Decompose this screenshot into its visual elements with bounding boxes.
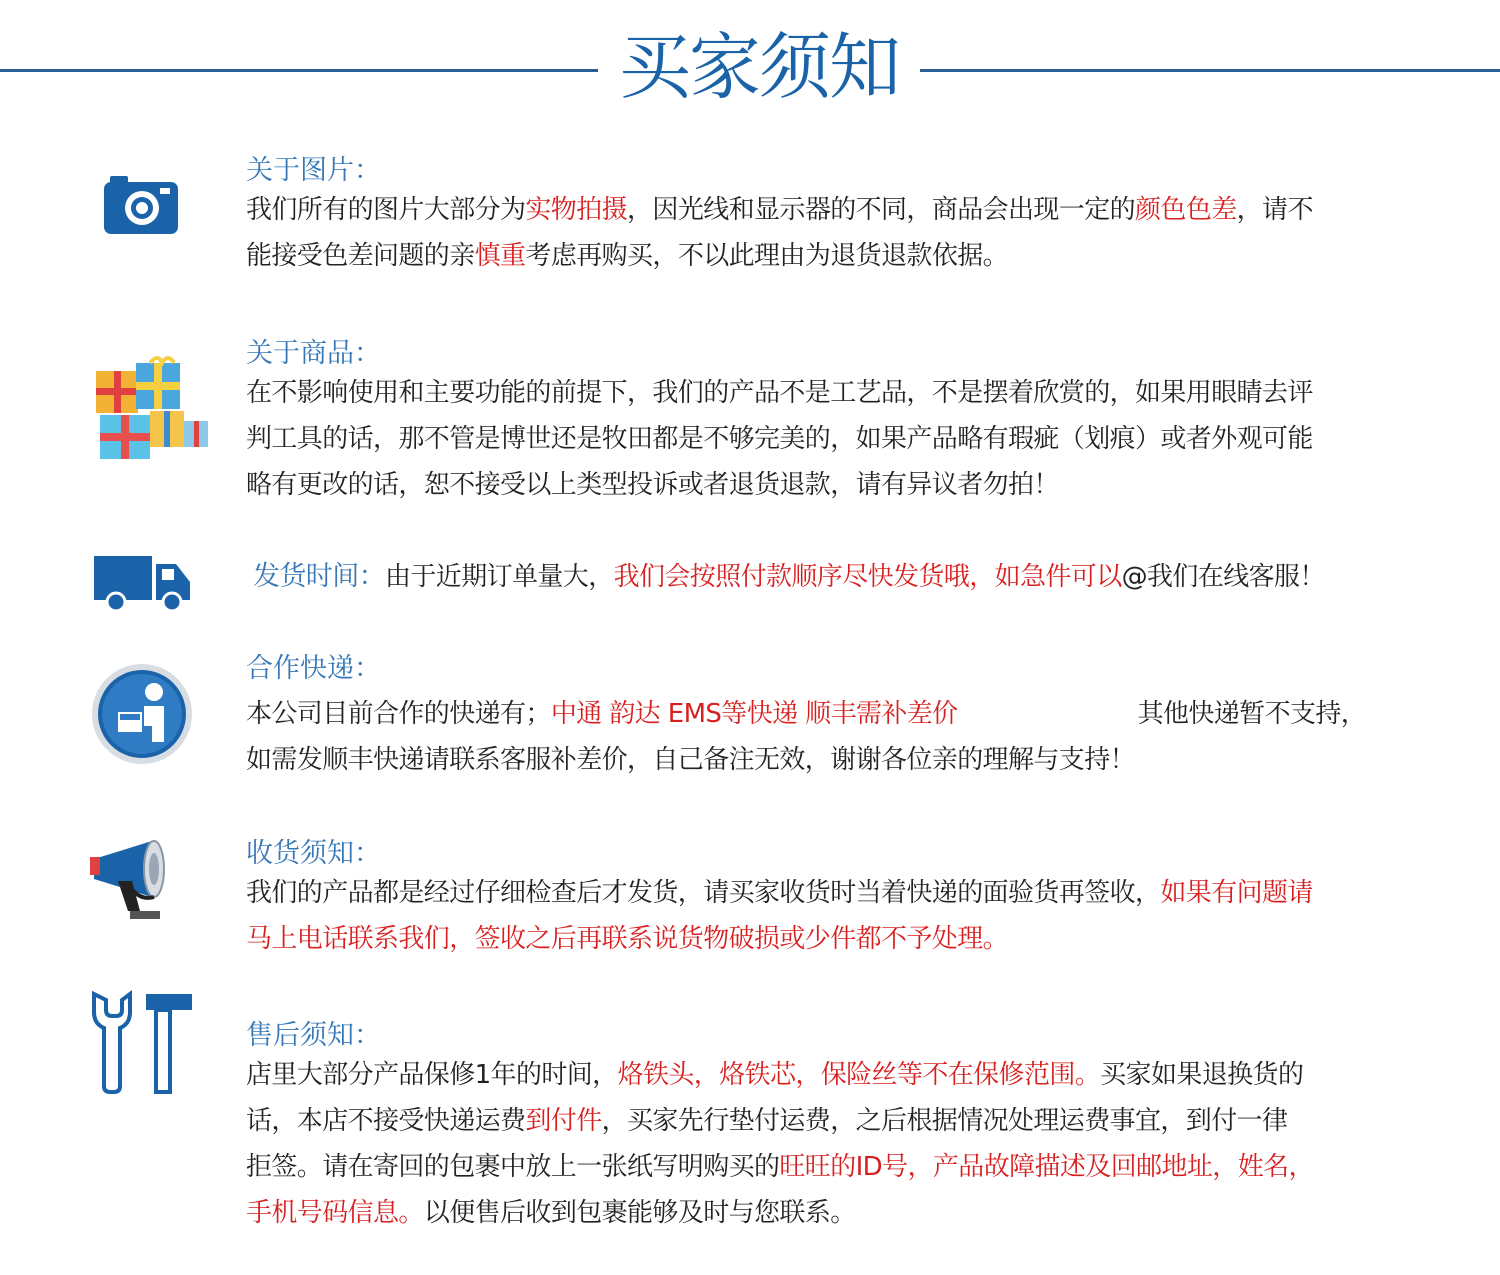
text-span: 我们的产品都是经过仔细检查后才发货，请买家收货时当着快递的面验货再签收， — [246, 878, 1161, 908]
body-line — [246, 1052, 1461, 1098]
section-body — [246, 187, 1461, 279]
section-courier — [0, 640, 1500, 790]
text-span: 拒签。请在寄回的包裹中放上一张纸写明购买的 — [246, 1152, 780, 1182]
courier-icon — [90, 662, 194, 766]
page-title: 买家须知 — [618, 25, 899, 109]
highlight-text: 手机号码信息。 — [246, 1198, 424, 1228]
highlight-text: 到付件 — [525, 1106, 602, 1136]
section-body — [246, 370, 1461, 508]
section-body — [253, 554, 1468, 600]
body-line: 判工具的话，那不管是博世还是牧田都是不够完美的，如果产品略有瑕疵（划痕）或者外观可能 — [246, 424, 1313, 454]
text-span: 本公司目前合作的快递有； — [246, 699, 551, 729]
highlight-text: 旺旺的ID号，产品故障描述及回邮地址，姓名， — [779, 1152, 1314, 1182]
section-title: 收货须知： — [246, 838, 381, 869]
highlight-text: 烙铁头，烙铁芯，保险丝等不在保修范围。 — [617, 1060, 1101, 1090]
section-title: 关于商品： — [246, 338, 381, 369]
section-body — [246, 870, 1461, 962]
body-line — [246, 187, 1461, 233]
text-span: 其他快递暂不支持， — [1137, 699, 1367, 729]
body-line — [246, 1190, 1461, 1236]
highlight-text: 中通 韵达 EMS等快递 顺丰需补差价 — [550, 699, 958, 729]
highlight-text: 我们会按照付款顺序尽快发货哦，如急件可以 — [613, 562, 1122, 592]
section-about-images — [0, 140, 1500, 290]
text-span: 我们所有的图片大部分为 — [246, 195, 526, 225]
section-body — [246, 691, 1461, 783]
megaphone-icon — [90, 835, 190, 925]
section-after-sales — [0, 990, 1500, 1240]
highlight-text: 如果有问题请 — [1160, 878, 1313, 908]
text-span: ，买家先行垫付运费，之后根据情况处理运费事宜，到付一律 — [601, 1106, 1288, 1136]
highlight-text: 实物拍摄 — [525, 195, 628, 225]
text-span: 以便售后收到包裹能够及时与您联系。 — [423, 1198, 856, 1228]
text-span: @我们在线客服！ — [1121, 562, 1325, 592]
highlight-text: 慎重 — [474, 241, 526, 271]
gift-boxes-icon — [90, 355, 212, 465]
body-line — [246, 691, 1461, 737]
section-title: 发货时间： — [253, 561, 385, 592]
body-line: 略有更改的话，恕不接受以上类型投诉或者退货退款，请有异议者勿拍！ — [246, 470, 1059, 500]
body-line: 如需发顺丰快递请联系客服补差价，自己备注无效，谢谢各位亲的理解与支持！ — [246, 745, 1136, 775]
body-line: 马上电话联系我们，签收之后再联系说货物破损或少件都不予处理。 — [246, 924, 1009, 954]
body-line — [253, 554, 1468, 600]
camera-icon — [104, 176, 178, 234]
body-line — [246, 1098, 1461, 1144]
section-title: 关于图片： — [246, 155, 381, 186]
text-span: 由于近期订单量大， — [385, 562, 614, 592]
text-span: 买家如果退换货的 — [1100, 1060, 1304, 1090]
text-span: 考虑再购买，不以此理由为退货退款依据。 — [525, 241, 1009, 271]
text-span: 能接受色差问题的亲 — [246, 241, 475, 271]
body-line — [246, 870, 1461, 916]
section-receiving — [0, 825, 1500, 975]
section-body — [246, 1052, 1461, 1236]
text-span: ，请不 — [1236, 195, 1313, 225]
text-span: 话，本店不接受快递运费 — [246, 1106, 526, 1136]
text-span: 店里大部分产品保修1年的时间， — [246, 1060, 618, 1090]
section-title: 售后须知： — [246, 1020, 381, 1051]
section-shipping-time — [0, 545, 1500, 625]
header-divider-right — [920, 69, 1500, 72]
highlight-text: 颜色色差 — [1135, 195, 1237, 225]
section-about-products — [0, 325, 1500, 515]
body-line — [246, 233, 1461, 279]
body-line: 在不影响使用和主要功能的前提下，我们的产品不是工艺品，不是摆着欣赏的，如果用眼睛去评 — [246, 378, 1313, 408]
header-divider-left — [0, 69, 598, 72]
text-span: ，因光线和显示器的不同，商品会出现一定的 — [627, 195, 1136, 225]
tools-icon — [86, 990, 198, 1094]
page-header — [0, 0, 1500, 130]
truck-icon — [94, 556, 192, 612]
section-title: 合作快递： — [246, 653, 381, 684]
body-line — [246, 1144, 1461, 1190]
